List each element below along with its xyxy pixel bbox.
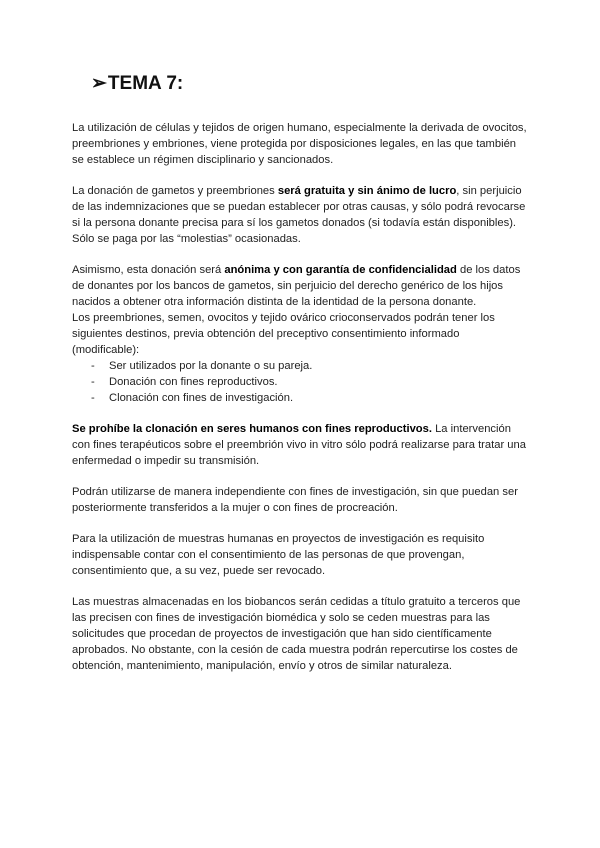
list-item-text: Clonación con fines de investigación.: [109, 392, 294, 404]
paragraph-5-text: La intervención con fines terapéuticos sobre el preembrión vivo in vitro sólo podrá realizarse para tratar una enfermedad o impedir su transmisión.: [72, 423, 526, 467]
list-item: [72, 358, 528, 374]
paragraph-2: [72, 183, 528, 247]
list-item-text: Donación con fines reproductivos.: [109, 376, 278, 388]
arrow-bullet-icon: ➢: [91, 73, 107, 94]
paragraph-2-text-start: La donación de gametos y preembriones: [72, 185, 278, 197]
paragraph-2-text-end: , sin perjuicio de las indemnizaciones que se puedan establecer por otras causas, y sólo podrá revocarse si la persona donante precisa para sí los gametos donados (si todavía están disponibles). Sólo se paga por las “molestias” ocasionadas.: [72, 185, 526, 245]
paragraph-5-bold: Se prohíbe la clonación en seres humanos con fines reproductivos.: [72, 423, 432, 435]
paragraph-1: La utilización de células y tejidos de origen humano, especialmente la derivada de ovocitos, preembriones y embriones, viene protegida por disposiciones legales, en las que también se establece un régimen disciplinario y sancionados.: [72, 122, 527, 166]
list-item: [72, 390, 528, 406]
list-item: [72, 374, 528, 390]
paragraph-3: [72, 262, 528, 310]
list-marker: -: [91, 360, 95, 372]
document-body: [72, 120, 528, 689]
list-item-text: Ser utilizados por la donante o su pareja.: [109, 360, 313, 372]
page-title-text: TEMA 7:: [107, 73, 184, 94]
paragraph-3-bold: anónima y con garantía de confidencialidad: [224, 264, 457, 276]
paragraph-7: Para la utilización de muestras humanas en proyectos de investigación es requisito indispensable contar con el consentimiento de las personas de que provengan, consentimiento que, a su vez, puede ser revocado.: [72, 533, 485, 577]
list-marker: -: [91, 376, 95, 388]
paragraph-8: Las muestras almacenadas en los biobancos serán cedidas a título gratuito a terceros que las precisen con fines de investigación biomédica y solo se ceden muestras para las solicitudes que procedan de proyectos de investigación que han sido científicamente aprobados. No obstante, con la cesión de cada muestra podrán repercutirse los costes de obtención, mantenimiento, manipulación, envío y otros de similar naturaleza.: [72, 596, 521, 672]
paragraph-4: Los preembriones, semen, ovocitos y tejido ovárico crioconservados podrán tener los siguientes destinos, previa obtención del preceptivo consentimiento informado (modificable):: [72, 312, 495, 356]
paragraph-2-bold: será gratuita y sin ánimo de lucro: [277, 185, 457, 197]
paragraph-6: Podrán utilizarse de manera independiente con fines de investigación, sin que puedan ser posteriormente transferidos a la mujer o con fines de procreación.: [72, 486, 518, 514]
list-marker: -: [91, 392, 95, 404]
paragraph-3-text-end: de los datos de donantes por los bancos de gametos, sin perjuicio del derecho genérico de los hijos nacidos a obtener otra información distinta de la identidad de la persona donante.: [72, 264, 521, 308]
page-title: [91, 72, 183, 95]
destinations-list: [72, 358, 528, 406]
paragraph-5: [72, 421, 528, 469]
paragraph-3-text-start: Asimismo, esta donación será: [72, 264, 225, 276]
